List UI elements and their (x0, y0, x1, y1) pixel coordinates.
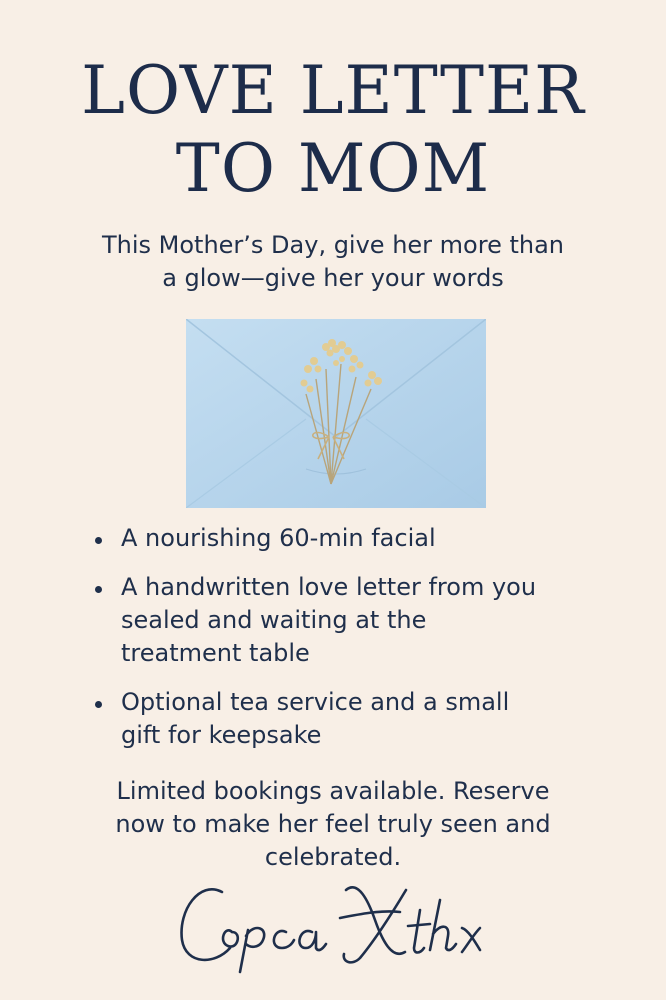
feature-list (92, 522, 626, 768)
list-item (92, 686, 626, 752)
list-item-line: gift for keepsake (121, 721, 322, 749)
envelope-image (186, 319, 486, 508)
list-item-line: sealed and waiting at the (121, 606, 427, 634)
title-line-1: LOVE LETTER (81, 52, 585, 129)
closing-line-3: celebrated. (264, 843, 402, 871)
list-item-line: Optional tea service and a small (121, 688, 510, 716)
envelope-with-dried-flowers-icon (186, 319, 486, 508)
subtitle-line-1: This Mother’s Day, give her more than (101, 231, 565, 259)
list-item (92, 571, 626, 670)
subtitle-line-2: a glow—give her your words (162, 264, 504, 292)
handwritten-signature (170, 870, 500, 980)
list-item-line: A handwritten love letter from you (121, 573, 537, 601)
title-line-2: TO MOM (175, 130, 491, 207)
subtitle (40, 229, 626, 295)
bullet-dot-icon (95, 537, 102, 544)
signature-image (170, 870, 500, 980)
closing-line-2: now to make her feel truly seen and (115, 810, 551, 838)
closing-message (60, 775, 606, 874)
page-title (0, 52, 666, 208)
list-item-line: A nourishing 60-min facial (121, 524, 436, 552)
bullet-dot-icon (95, 701, 102, 708)
list-item (92, 522, 626, 555)
bullet-dot-icon (95, 586, 102, 593)
list-item-line: treatment table (121, 639, 310, 667)
closing-line-1: Limited bookings available. Reserve (116, 777, 550, 805)
